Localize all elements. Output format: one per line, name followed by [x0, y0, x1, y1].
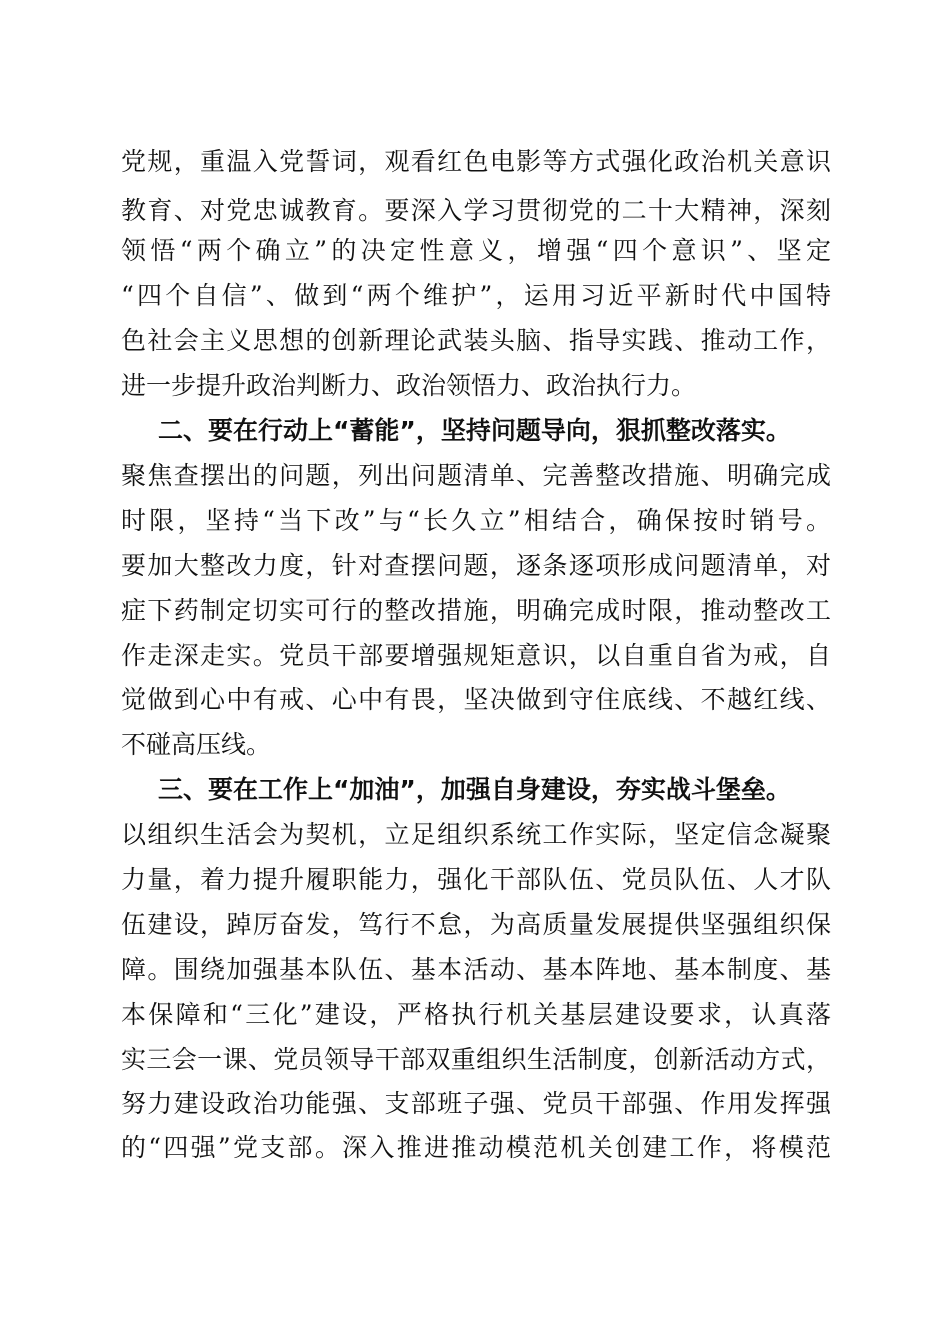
body-line: 不碰高压线。: [121, 730, 272, 759]
section-heading: 二、要在行动上“蓄能”，坚持问题导向，狠抓整改落实。: [158, 416, 791, 445]
body-line: 障。围绕加强基本队伍、基本活动、基本阵地、基本制度、基: [121, 955, 831, 984]
body-line: 觉做到心中有戒、心中有畏，坚决做到守住底线、不越红线、: [121, 685, 831, 714]
body-line: 实三会一课、党员领导干部双重组织生活制度，创新活动方式，: [121, 1045, 831, 1074]
body-line: 要加大整改力度，针对查摆问题，逐条逐项形成问题清单，对: [121, 551, 831, 580]
body-line: 症下药制定切实可行的整改措施，明确完成时限，推动整改工: [121, 596, 831, 625]
body-line: 进一步提升政治判断力、政治领悟力、政治执行力。: [121, 371, 697, 400]
body-line: 色社会主义思想的创新理论武装头脑、指导实践、推动工作，: [121, 326, 831, 355]
body-line: 本保障和“三化”建设，严格执行机关基层建设要求，认真落: [121, 1000, 831, 1029]
body-line: 力量，着力提升履职能力，强化干部队伍、党员队伍、人才队: [121, 865, 831, 894]
body-line: 作走深走实。党员干部要增强规矩意识，以自重自省为戒，自: [121, 641, 831, 670]
body-line: “四个自信”、做到“两个维护”，运用习近平新时代中国特: [121, 281, 831, 310]
body-line: 聚焦查摆出的问题，列出问题清单、完善整改措施、明确完成: [121, 461, 831, 490]
body-line: 的“四强”党支部。深入推进推动模范机关创建工作，将模范: [121, 1133, 831, 1162]
body-line: 努力建设政治功能强、支部班子强、党员干部强、作用发挥强: [121, 1089, 831, 1118]
section-heading: 三、要在工作上“加油”，加强自身建设，夯实战斗堡垒。: [158, 775, 791, 804]
body-line: 领悟“两个确立”的决定性意义，增强“四个意识”、坚定: [121, 236, 832, 265]
body-line: 伍建设，踔厉奋发，笃行不怠，为高质量发展提供坚强组织保: [121, 910, 831, 939]
body-line: 时限，坚持“当下改”与“长久立”相结合，确保按时销号。: [121, 506, 831, 535]
body-line: 以组织生活会为契机，立足组织系统工作实际，坚定信念凝聚: [121, 820, 831, 849]
body-line: 教育、对党忠诚教育。要深入学习贯彻党的二十大精神，深刻: [121, 196, 831, 225]
body-line: 党规，重温入党誓词，观看红色电影等方式强化政治机关意识: [121, 147, 831, 176]
